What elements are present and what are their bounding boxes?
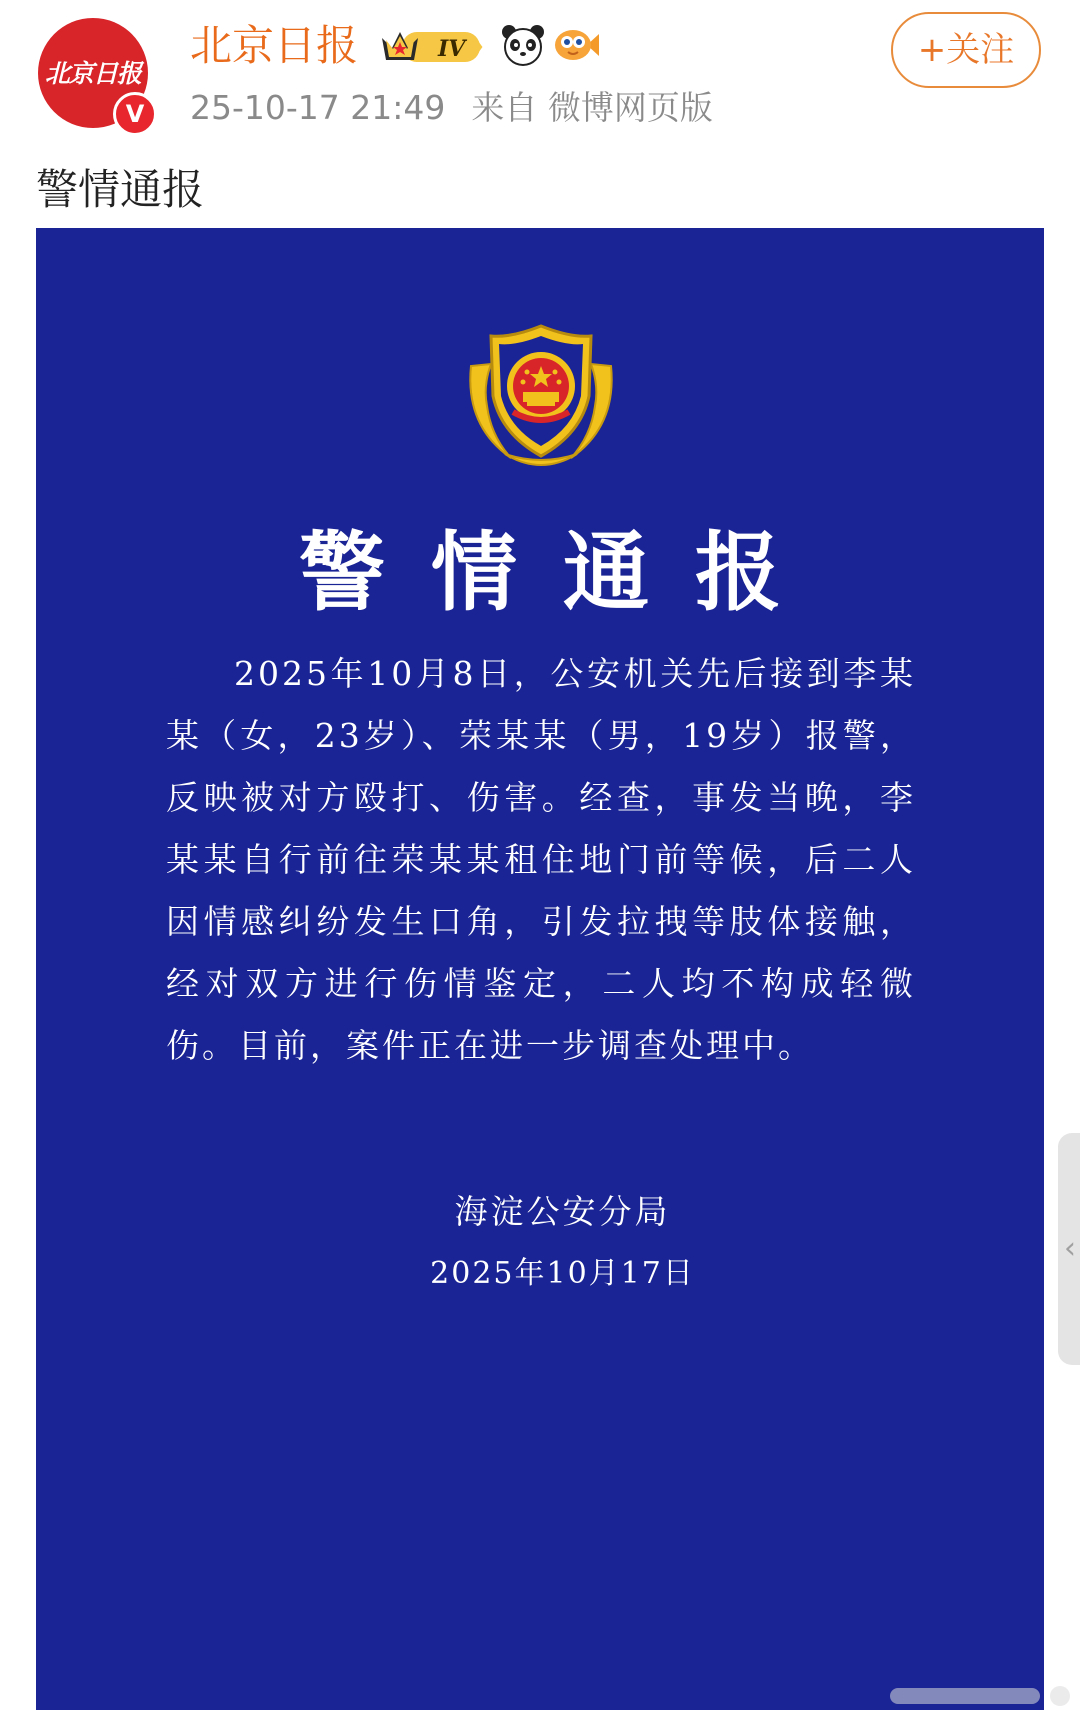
police-emblem-icon — [461, 316, 621, 476]
notice-title: 警情通报 — [299, 522, 827, 623]
notice-issuer: 海淀公安分局 — [454, 1192, 671, 1231]
post-source[interactable]: 来自 微博网页版 — [471, 88, 713, 127]
post-meta — [190, 86, 713, 130]
follow-button[interactable]: +关注 — [891, 12, 1041, 88]
post-text: 警情通报 — [36, 165, 205, 214]
verified-icon: V — [113, 92, 157, 136]
fish-icon — [553, 22, 601, 68]
police-notice-image[interactable] — [36, 228, 1044, 1710]
crown-level-badge-icon — [378, 24, 488, 68]
notice-body: 2025年10月8日，公安机关先后接到李某某（女，23岁）、荣某某（男，19岁）报警，反映被对方殴打、伤害。经查，事发当晚，李某某自行前往荣某某租住地门前等候，后二人因情感纠纷发生口角，引发拉拽等肢体接触，经对双方进行伤情鉴定，二人均不构成轻微伤。目前，案件正在进一步调查处理中。 — [166, 654, 916, 1065]
level-badge-text: IV — [438, 36, 466, 62]
watermark-icon — [890, 1680, 1080, 1710]
avatar-logo-text: 北京日报 — [44, 59, 141, 88]
side-collapse-tab[interactable] — [1058, 1133, 1080, 1365]
chevron-left-icon: ‹ — [1064, 1231, 1076, 1266]
panda-icon — [500, 22, 546, 68]
user-name[interactable]: 北京日报 — [190, 21, 359, 70]
notice-date: 2025年10月17日 — [430, 1256, 695, 1291]
post-time: 25-10-17 21:49 — [190, 88, 446, 127]
